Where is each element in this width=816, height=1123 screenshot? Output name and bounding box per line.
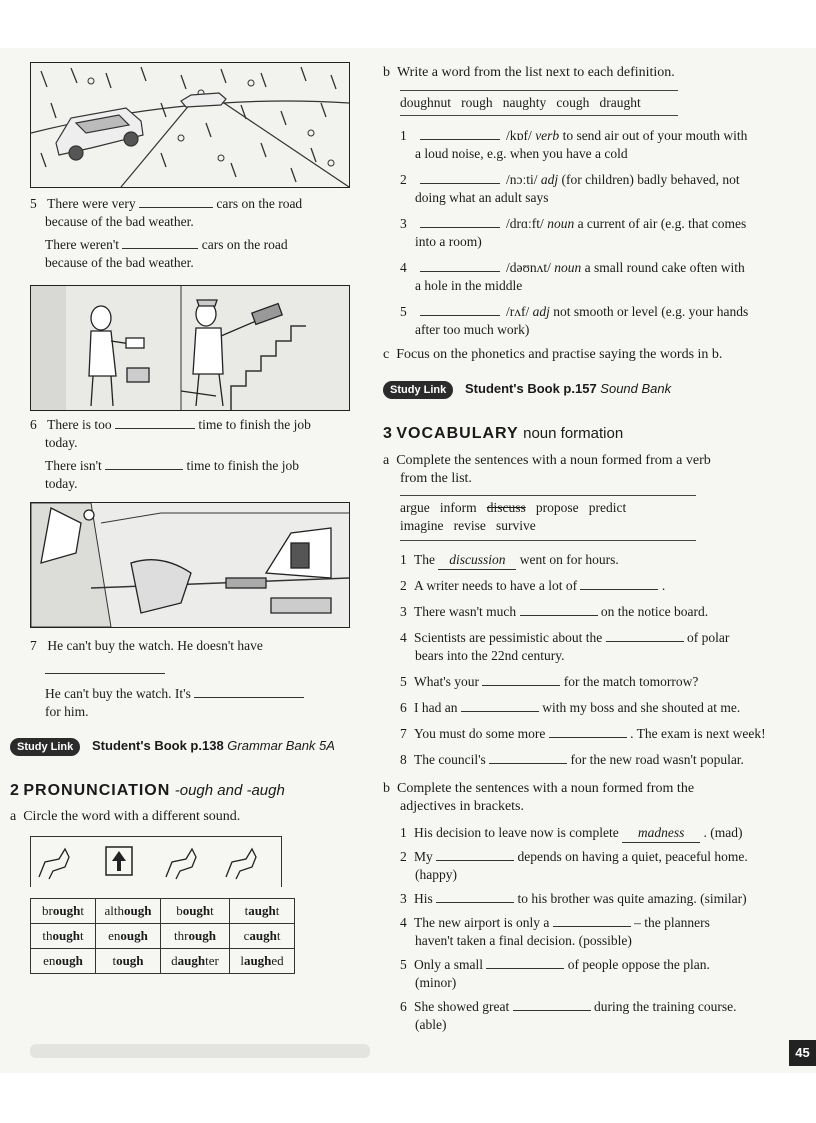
sound-pictures-row — [30, 836, 282, 887]
phonetic: /kɒf/ — [506, 128, 532, 143]
vocab-a-instruction: a Complete the sentences with a noun formed from a verb from the list. — [383, 453, 711, 486]
sound-word-cell[interactable] — [161, 899, 230, 924]
item-number: 4 — [400, 260, 407, 275]
answer-blank[interactable] — [436, 848, 514, 861]
answer-blank[interactable] — [553, 914, 631, 927]
question-7: 7 He can't buy the watch. He doesn't have He can't buy the watch. It's for him. — [30, 637, 350, 721]
definition-text: into a room) — [415, 234, 482, 249]
answer-blank[interactable] — [420, 259, 500, 272]
word-part: th — [42, 928, 53, 943]
sentence-text: His decision to leave now is complete — [414, 825, 619, 840]
sound-word-cell[interactable] — [31, 899, 96, 924]
word-part: en — [43, 953, 56, 968]
item-number: 5 — [400, 304, 407, 319]
exercise-c-instruction: c Focus on the phonetics and practise saying the words in b. — [383, 347, 723, 362]
word-part: t — [276, 928, 281, 943]
sentence-item — [400, 890, 800, 908]
item-number: 7 — [400, 726, 407, 741]
item-number: 2 — [400, 578, 407, 593]
sentence-text: went on for hours. — [519, 552, 619, 567]
answer-blank[interactable] — [489, 751, 567, 764]
answer-blank[interactable] — [513, 998, 591, 1011]
word-spelling: ough — [182, 903, 211, 918]
sound-word-cell[interactable] — [230, 899, 295, 924]
answer-blank[interactable] — [420, 215, 500, 228]
sentence-text: (minor) — [415, 975, 457, 990]
sentence-item — [400, 551, 800, 569]
word-part: thr — [174, 928, 189, 943]
word-spelling: ough — [52, 928, 80, 943]
definition-text: a current of air (e.g. that comes — [577, 216, 747, 231]
sentence-text: for the match tomorrow? — [563, 674, 699, 689]
sentence-text: with my boss and she shouted at me. — [542, 700, 741, 715]
vocab-b-instruction: b Complete the sentences with a noun formed from the adjectives in brackets. — [383, 781, 695, 814]
sentence-text: to his brother was quite amazing. (similar) — [517, 891, 747, 906]
horse-icon — [166, 849, 256, 879]
definition-text: to send air out of your mouth with — [562, 128, 748, 143]
sentence-text: A writer needs to have a lot of — [414, 578, 578, 593]
study-link-text: Student's Book p.138 Grammar Bank 5A — [92, 738, 335, 753]
sound-word-cell[interactable] — [230, 924, 295, 949]
word-part: t — [210, 903, 214, 918]
item-number: 6 — [400, 700, 407, 715]
definition-item — [400, 171, 780, 207]
definition-text: after too much work) — [415, 322, 530, 337]
vocab-a-sentences — [400, 551, 800, 777]
study-link-text: Student's Book p.157 Sound Bank — [465, 381, 672, 396]
item-number: 4 — [400, 630, 407, 645]
sentence-item — [400, 848, 800, 884]
sound-word-cell[interactable] — [230, 949, 295, 974]
word-part: alth — [104, 903, 125, 918]
sentence-item — [400, 699, 800, 717]
illustration-painters — [30, 285, 350, 411]
sentence-text: bears into the 22nd century. — [415, 648, 565, 663]
sentence-item — [400, 914, 800, 950]
page-number: 45 — [789, 1040, 816, 1066]
definition-text: a small round cake often with — [584, 260, 745, 275]
illustration-rain-cars — [30, 62, 350, 188]
sound-word-cell[interactable] — [96, 924, 161, 949]
sentence-text: What's your — [414, 674, 480, 689]
question-6: 6 There is too time to finish the job today. There isn't time to finish the job today. — [30, 417, 311, 491]
phonetic: /drɑːft/ — [506, 216, 544, 231]
item-number: 2 — [400, 849, 407, 864]
definition-item — [400, 215, 780, 251]
sentence-item — [400, 673, 800, 691]
sentence-item — [400, 577, 800, 595]
sentence-item — [400, 956, 800, 992]
sentence-text: haven't taken a final decision. (possible) — [415, 933, 632, 948]
word-part: br — [42, 903, 53, 918]
sentence-item — [400, 629, 800, 665]
item-number: 3 — [400, 216, 407, 231]
word-spelling: ough — [120, 928, 148, 943]
answer-blank[interactable] — [436, 890, 514, 903]
sentence-text: during the training course. — [593, 999, 737, 1014]
sentence-item — [400, 998, 800, 1034]
definition-item — [400, 259, 780, 295]
illustration-watch-shop — [30, 502, 350, 628]
word-part: t — [244, 903, 249, 918]
sentence-text: of polar — [686, 630, 730, 645]
word-spelling: augh — [243, 953, 272, 968]
word-spelling: augh — [249, 928, 277, 943]
sentence-text: My — [414, 849, 433, 864]
item-number: 2 — [400, 172, 407, 187]
item-number: 5 — [400, 957, 407, 972]
item-number: 8 — [400, 752, 407, 767]
word-spelling: ough — [52, 903, 81, 918]
phonetic: /rʌf/ — [506, 304, 530, 319]
definition-item — [400, 127, 780, 163]
sentence-text: for the new road wasn't popular. — [570, 752, 744, 767]
word-part: c — [243, 928, 250, 943]
pronunciation-instruction: a Circle the word with a different sound. — [10, 809, 241, 824]
definition-text: not smooth or level (e.g. your hands — [553, 304, 749, 319]
sentence-text: I had an — [414, 700, 458, 715]
study-link-badge: Study Link — [10, 738, 80, 756]
answer-blank[interactable] — [115, 416, 195, 429]
word-list: doughnut rough naughty cough draught — [400, 90, 678, 116]
sentence-text: . (mad) — [703, 825, 743, 840]
sentence-text: Only a small — [414, 957, 483, 972]
sentence-text: (able) — [415, 1017, 447, 1032]
word-part: d — [171, 953, 178, 968]
answer-blank[interactable] — [45, 661, 165, 674]
answer-blank[interactable] — [420, 303, 500, 316]
answer-blank[interactable] — [486, 956, 564, 969]
sentence-text: You must do some more — [414, 726, 546, 741]
word-spelling: ough — [116, 953, 144, 968]
answer-example: discussion — [438, 551, 516, 570]
horse-icon — [39, 849, 69, 879]
sentence-item — [400, 751, 800, 769]
sentence-text: Scientists are pessimistic about the — [414, 630, 603, 645]
ough-augh-table — [30, 898, 295, 974]
answer-blank[interactable] — [549, 725, 627, 738]
phonetic: /dəʊnʌt/ — [506, 260, 551, 275]
sound-word-cell[interactable] — [96, 899, 161, 924]
sentence-text: There wasn't much — [414, 604, 517, 619]
word-spelling: ough — [124, 903, 152, 918]
sound-word-cell[interactable] — [31, 949, 96, 974]
item-number: 6 — [400, 999, 407, 1014]
vocab-b-sentences — [400, 824, 800, 1040]
word-spelling: augh — [248, 903, 276, 918]
definition-text: a loud noise, e.g. when you have a cold — [415, 146, 628, 161]
sentence-text: . — [661, 578, 666, 593]
sentence-item — [400, 824, 800, 842]
exercise-b-instruction: b Write a word from the list next to each definition. — [383, 65, 675, 80]
answer-blank[interactable] — [420, 171, 500, 184]
sentence-text: of people oppose the plan. — [567, 957, 710, 972]
sentence-text: on the notice board. — [600, 604, 709, 619]
answer-blank[interactable] — [482, 673, 560, 686]
part-of-speech: adj — [540, 172, 559, 187]
footer-bar — [30, 1044, 370, 1058]
answer-blank[interactable] — [105, 457, 183, 470]
answer-blank[interactable] — [122, 236, 198, 249]
pronunciation-heading: 2 PRONUNCIATION -ough and -augh — [10, 782, 285, 799]
word-part: ter — [205, 953, 219, 968]
definitions-list — [400, 127, 780, 347]
word-part: l — [240, 953, 244, 968]
word-part: t — [275, 903, 280, 918]
definition-text: doing what an adult says — [415, 190, 549, 205]
sound-word-cell[interactable] — [161, 949, 230, 974]
word-part: t — [112, 953, 117, 968]
answer-blank[interactable] — [420, 127, 500, 140]
item-number: 5 — [400, 674, 407, 689]
item-number: 3 — [400, 604, 407, 619]
item-number: 3 — [400, 891, 407, 906]
item-number: 1 — [400, 825, 407, 840]
part-of-speech: adj — [532, 304, 550, 319]
word-part: ed — [271, 953, 284, 968]
question-5: 5 There were very cars on the road because of the bad weather. There weren't cars on the road because of the bad weather. — [30, 196, 303, 270]
definition-item — [400, 303, 780, 339]
study-link-badge: Study Link — [383, 381, 453, 399]
part-of-speech: noun — [554, 260, 582, 275]
sound-word-cell[interactable] — [31, 924, 96, 949]
sentence-text: . The exam is next week! — [630, 726, 766, 741]
word-spelling: augh — [177, 953, 206, 968]
answer-blank[interactable] — [606, 629, 684, 642]
sentence-text: – the planners — [634, 915, 710, 930]
phonetic: /nɔːti/ — [506, 172, 538, 187]
sentence-item — [400, 725, 800, 743]
definition-text: (for children) badly behaved, not — [561, 172, 740, 187]
answer-blank[interactable] — [461, 699, 539, 712]
definition-text: a hole in the middle — [415, 278, 523, 293]
sentence-text: She showed great — [414, 999, 510, 1014]
answer-blank[interactable] — [580, 577, 658, 590]
sentence-text: The new airport is only a — [414, 915, 550, 930]
verb-list: argue inform discuss propose predict imagine revise survive — [400, 495, 696, 541]
answer-blank[interactable] — [520, 603, 598, 616]
item-number: 1 — [400, 552, 407, 567]
up-arrow-icon — [106, 847, 132, 875]
word-part: t — [79, 928, 84, 943]
sentence-text: His — [414, 891, 433, 906]
vocabulary-heading: 3 VOCABULARY noun formation — [383, 425, 624, 442]
word-part: en — [108, 928, 121, 943]
sound-word-cell[interactable] — [96, 949, 161, 974]
part-of-speech: noun — [547, 216, 575, 231]
part-of-speech: verb — [535, 128, 560, 143]
sentence-text: The council's — [414, 752, 486, 767]
word-part: t — [80, 903, 84, 918]
word-spelling: ough — [55, 953, 83, 968]
sentence-text: depends on having a quiet, peaceful home. — [517, 849, 748, 864]
answer-blank[interactable] — [194, 685, 304, 698]
item-number: 4 — [400, 915, 407, 930]
sound-word-cell[interactable] — [161, 924, 230, 949]
answer-example: madness — [622, 824, 700, 843]
sentence-text: The — [414, 552, 435, 567]
word-part: b — [176, 903, 183, 918]
item-number: 1 — [400, 128, 407, 143]
sentence-item — [400, 603, 800, 621]
sentence-text: (happy) — [415, 867, 457, 882]
answer-blank[interactable] — [139, 195, 213, 208]
word-spelling: ough — [188, 928, 216, 943]
